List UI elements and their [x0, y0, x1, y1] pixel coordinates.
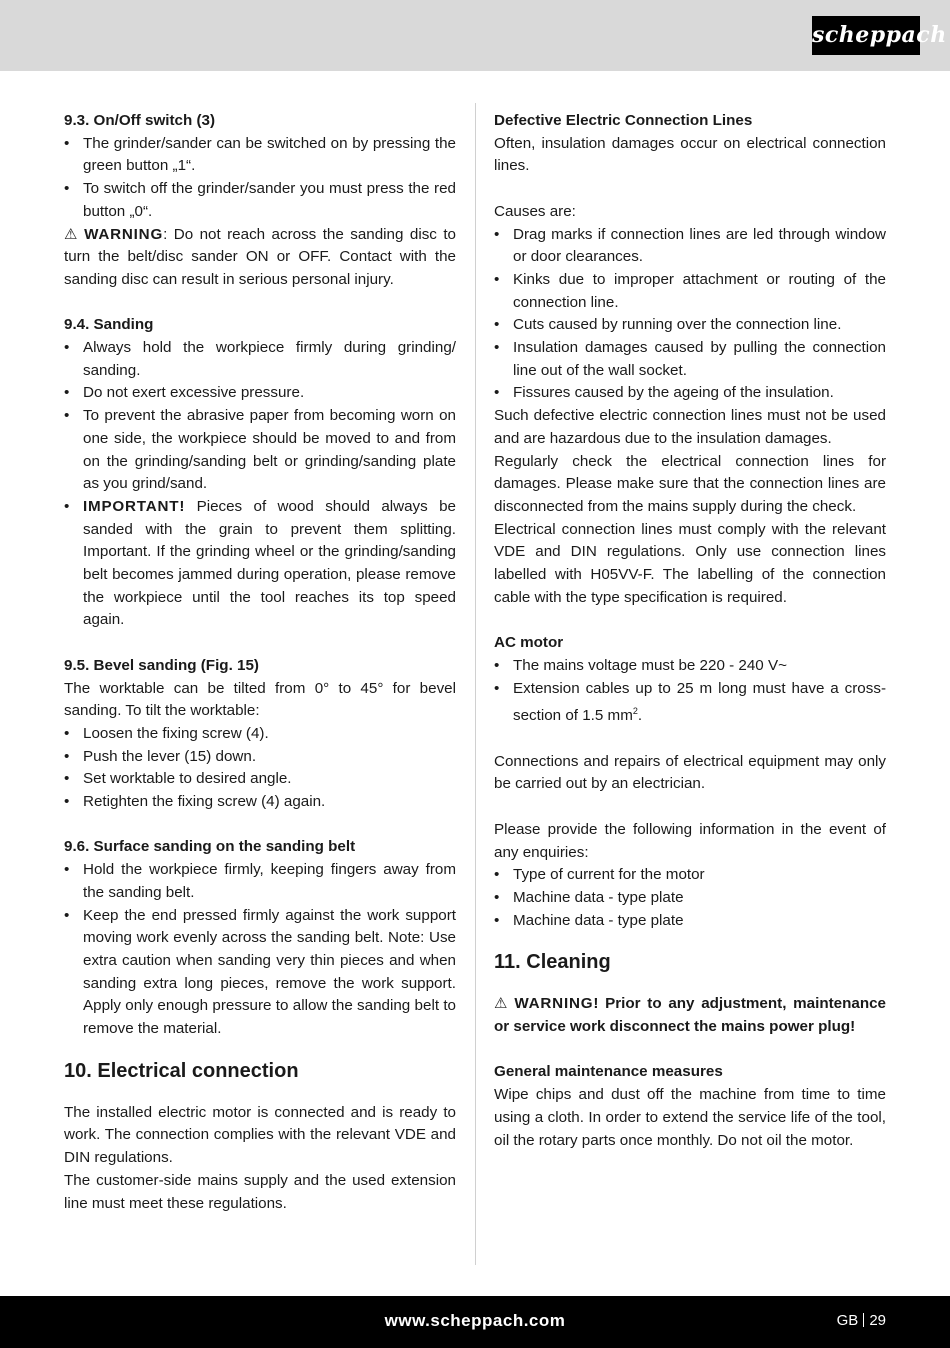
important-label: IMPORTANT!	[83, 497, 186, 515]
list-item: • Do not exert excessive pressure.	[64, 382, 456, 405]
list-item: • Always hold the workpiece firmly during grinding/ sanding.	[64, 337, 456, 382]
defective-lines-intro: Often, insulation damages occur on electrical connection lines.	[494, 134, 886, 175]
section-11-warning	[494, 993, 886, 1038]
section-9-6-title: 9.6. Surface sanding on the sanding belt	[64, 838, 356, 856]
section-10-paragraph: The customer-side mains supply and the used extension line must meet these regulations.	[64, 1171, 456, 1212]
important-item	[64, 496, 456, 632]
list-item-end: .	[637, 707, 643, 725]
causes-list	[494, 224, 886, 406]
section-9-4-list	[64, 337, 456, 632]
enquiry-paragraph: Please provide the following information in the event of any enquiries:	[494, 820, 886, 861]
list-item: • Machine data - type plate	[494, 887, 886, 910]
list-item: • The grinder/sander can be switched on by pressing the green button „1“.	[64, 133, 456, 178]
section-9-3-list	[64, 133, 456, 224]
column-divider	[475, 103, 476, 1265]
section-9-3-title: 9.3. On/Off switch (3)	[64, 112, 216, 129]
list-item: • Set worktable to desired angle.	[64, 768, 456, 791]
list-item: • Push the lever (15) down.	[64, 746, 456, 769]
section-11-title: 11. Cleaning	[494, 951, 611, 974]
scheppach-logo: scheppach	[812, 16, 920, 55]
list-item: • Retighten the fixing screw (4) again.	[64, 791, 456, 814]
important-text: Pieces of wood should always be sanded with the grain to prevent them splitting. Important. If the grinding wheel or the grinding/sanding belt becomes jammed during operation, please remove the workpiece until the tool reaches its top speed again.	[83, 497, 456, 629]
list-item	[494, 678, 886, 728]
ac-motor-title: AC motor	[494, 634, 564, 652]
section-10-title: 10. Electrical connection	[64, 1059, 299, 1082]
warning-label: WARNING	[514, 995, 594, 1013]
list-item: • Kinks due to improper attachment or routing of the connection line.	[494, 269, 886, 314]
general-maintenance-title: General maintenance measures	[494, 1063, 723, 1081]
defective-lines-paragraph: Such defective electric connection lines must not be used and are hazardous due to the insulation damages.	[494, 407, 886, 447]
separator	[863, 1313, 864, 1327]
warning-label: WARNING	[84, 225, 164, 243]
list-item-text: Extension cables up to 25 m long must have a cross-section of 1.5 mm	[513, 679, 886, 725]
ac-motor-list	[494, 655, 886, 728]
list-item: • Cuts caused by running over the connection line.	[494, 314, 886, 337]
defective-lines-title: Defective Electric Connection Lines	[494, 112, 753, 129]
language-code: GB	[836, 1312, 859, 1329]
list-item: • The mains voltage must be 220 - 240 V~	[494, 655, 886, 678]
list-item: • Keep the end pressed firmly against the work support moving work evenly across the sanding belt. Note: Use extra caution when sanding very thin pieces and when sanding extra long pieces, remove the work support. Apply only enough pressure to allow the sanding belt to remove the material.	[64, 905, 456, 1041]
list-item: • Drag marks if connection lines are led through window or door clearances.	[494, 224, 886, 269]
page-indicator	[837, 1309, 886, 1333]
section-10-paragraph: The installed electric motor is connected and is ready to work. The connection complies with the relevant VDE and DIN regulations.	[64, 1103, 456, 1167]
general-maintenance-paragraph: Wipe chips and dust off the machine from time to time using a cloth. In order to extend the service life of the tool, oil the rotary parts once monthly. Do not oil the motor.	[494, 1086, 886, 1149]
warning-text: ! Prior to any adjustment, maintenance or service work disconnect the mains power plug!	[494, 995, 886, 1036]
list-item: • Type of current for the motor	[494, 864, 886, 887]
website-link[interactable]: www.scheppach.com	[384, 1311, 566, 1330]
list-item: • Hold the workpiece firmly, keeping fingers away from the sanding belt.	[64, 859, 456, 904]
left-column	[64, 110, 456, 1215]
list-item: • To switch off the grinder/sander you must press the red button „0“.	[64, 178, 456, 223]
footer-bar	[0, 1296, 950, 1348]
section-9-4-title: 9.4. Sanding	[64, 316, 154, 334]
causes-label: Causes are:	[494, 202, 576, 220]
section-9-3-warning	[64, 224, 456, 292]
list-item: • Machine data - type plate	[494, 910, 886, 933]
right-column	[494, 110, 886, 1152]
superscript: 2	[632, 706, 638, 717]
defective-lines-paragraph: Electrical connection lines must comply with the relevant VDE and DIN regulations. Only use connection lines labelled with H05VV-F. The labelling of the connection cable with the type specification is required.	[494, 520, 886, 606]
section-9-5-intro: The worktable can be tilted from 0° to 45° for bevel sanding. To tilt the worktable:	[64, 679, 456, 720]
page-number: 29	[869, 1312, 886, 1329]
section-9-5-list	[64, 723, 456, 814]
list-item: • Fissures caused by the ageing of the insulation.	[494, 382, 886, 405]
list-item: • Insulation damages caused by pulling the connection line out of the wall socket.	[494, 337, 886, 382]
enquiry-list	[494, 864, 886, 932]
list-item: • To prevent the abrasive paper from becoming worn on one side, the workpiece should be moved to and from on the grinding/sanding belt or grinding/sanding plate as you grind/sand.	[64, 405, 456, 496]
section-9-5-title: 9.5. Bevel sanding (Fig. 15)	[64, 656, 259, 674]
header-band	[0, 0, 950, 71]
warning-text: : Do not reach across the sanding disc to turn the belt/disc sander ON or OFF. Contact with the sanding disc can result in serious personal injury.	[64, 225, 456, 288]
section-9-6-list	[64, 859, 456, 1041]
list-item: • Loosen the fixing screw (4).	[64, 723, 456, 746]
warning-icon: ⚠	[64, 225, 78, 243]
repairs-paragraph: Connections and repairs of electrical equipment may only be carried out by an electrician.	[494, 752, 886, 793]
warning-icon: ⚠	[494, 995, 508, 1013]
defective-lines-paragraph: Regularly check the electrical connection lines for damages. Please make sure that the connection lines are disconnected from the mains supply during the check.	[494, 452, 886, 515]
